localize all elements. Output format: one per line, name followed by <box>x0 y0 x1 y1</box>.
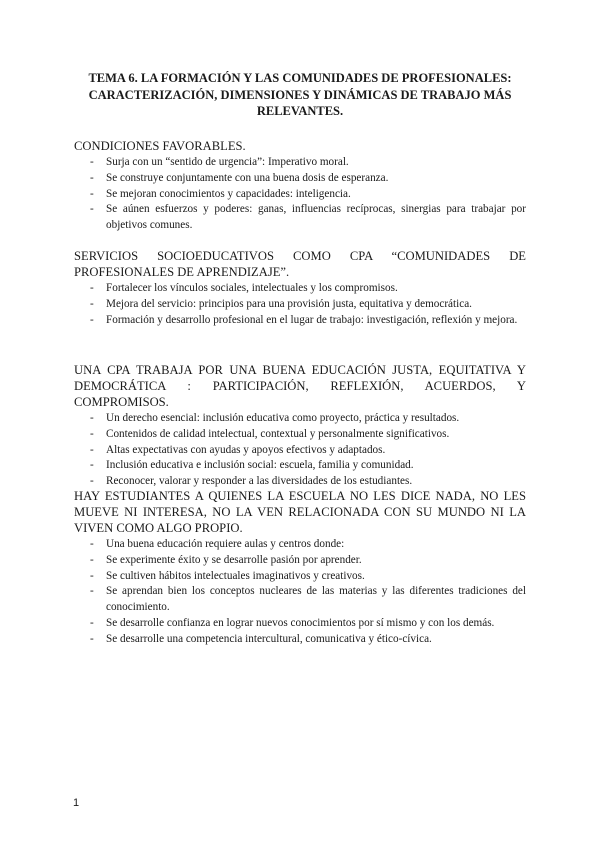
section-heading: CONDICIONES FAVORABLES. <box>74 139 246 153</box>
section-heading: SERVICIOS SOCIOEDUCATIVOS COMO CPA “COMUNIDADES DE PROFESIONALES DE APRENDIZAJE”. <box>74 249 526 279</box>
list-item: - Se desarrolle confianza en lograr nuevos conocimientos por sí mismo y con los demás. <box>74 616 526 632</box>
list-item: - Se experimente éxito y se desarrolle pasión por aprender. <box>74 553 526 569</box>
section-heading: UNA CPA TRABAJA POR UNA BUENA EDUCACIÓN JUSTA, EQUITATIVA Y DEMOCRÁTICA : PARTICIPACIÓN, REFLEXIÓN, ACUERDOS, Y COMPROMISOS. <box>74 363 526 409</box>
list-item: - Formación y desarrollo profesional en el lugar de trabajo: investigación, reflexión y mejora. <box>74 313 526 329</box>
section-heading: HAY ESTUDIANTES A QUIENES LA ESCUELA NO LES DICE NADA, NO LES MUEVE NI INTERESA, NO LA VEN RELACIONADA CON SU MUNDO NI LA VIVEN COMO ALGO PROPIO. <box>74 489 526 535</box>
list-item: - Reconocer, valorar y responder a las diversidades de los estudiantes. <box>74 474 526 490</box>
list-item: - Surja con un “sentido de urgencia”: Imperativo moral. <box>74 155 526 171</box>
list-item: - Contenidos de calidad intelectual, contextual y personalmente significativos. <box>74 427 526 443</box>
section-estudiantes <box>74 488 526 648</box>
list-item: - Altas expectativas con ayudas y apoyos efectivos y adaptados. <box>74 443 526 459</box>
bullet-list <box>74 537 526 648</box>
list-item: - Se aprendan bien los conceptos nucleares de las materias y las diferentes tradiciones del conocimiento. <box>74 584 526 616</box>
list-item: - Se aúnen esfuerzos y poderes: ganas, influencias recíprocas, sinergias para trabajar por objetivos comunes. <box>74 202 526 234</box>
bullet-list <box>74 281 526 328</box>
page-number: 1 <box>73 797 80 809</box>
list-item: - Se construye conjuntamente con una buena dosis de esperanza. <box>74 171 526 187</box>
list-item: - Un derecho esencial: inclusión educativa como proyecto, práctica y resultados. <box>74 411 526 427</box>
list-item: - Fortalecer los vínculos sociales, intelectuales y los compromisos. <box>74 281 526 297</box>
bullet-list <box>74 155 526 234</box>
section-cpa <box>74 362 526 490</box>
section-condiciones <box>74 138 526 234</box>
list-item: - Se mejoran conocimientos y capacidades: inteligencia. <box>74 187 526 203</box>
section-servicios <box>74 248 526 328</box>
list-item: - Mejora del servicio: principios para una provisión justa, equitativa y democrática. <box>74 297 526 313</box>
document-title: TEMA 6. LA FORMACIÓN Y LAS COMUNIDADES DE PROFESIONALES: CARACTERIZACIÓN, DIMENSIONES Y DINÁMICAS DE TRABAJO MÁS RELEVANTES. <box>88 71 512 118</box>
list-item: - Inclusión educativa e inclusión social: escuela, familia y comunidad. <box>74 458 526 474</box>
bullet-list <box>74 411 526 490</box>
list-item: - Una buena educación requiere aulas y centros donde: <box>74 537 526 553</box>
list-item: - Se cultiven hábitos intelectuales imaginativos y creativos. <box>74 569 526 585</box>
list-item: - Se desarrolle una competencia intercultural, comunicativa y ético-cívica. <box>74 632 526 648</box>
